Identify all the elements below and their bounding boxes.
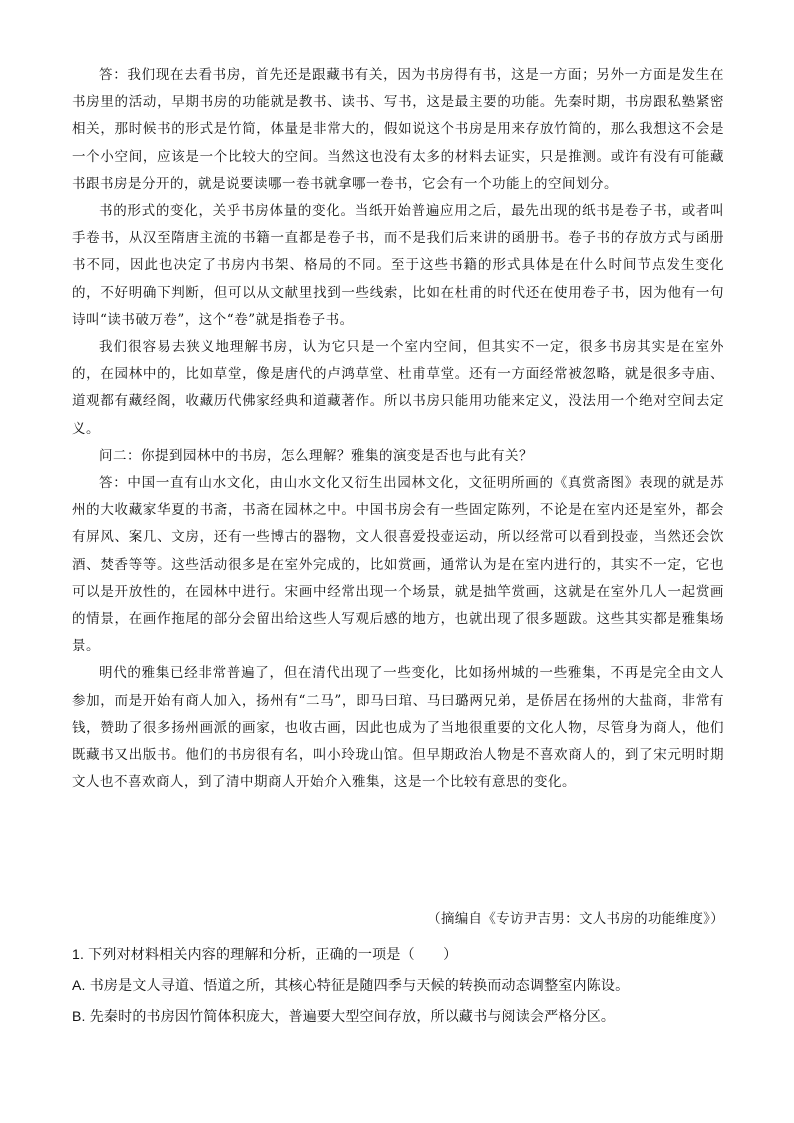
option-a: A. 书房是文人寻道、悟道之所，其核心特征是随四季与天候的转换而动态调整室内陈设。 bbox=[72, 977, 630, 993]
option-b: B. 先秦时的书房因竹简体积庞大，普遍要大型空间存放，所以藏书与阅读会严格分区。 bbox=[72, 1008, 616, 1024]
source-citation: （摘编自《专访尹吉男：文人书房的功能维度》） bbox=[427, 911, 724, 927]
paragraph-scroll-books: 书的形式的变化，关乎书房体量的变化。当纸开始普遍应用之后，最先出现的纸书是卷子书，或者叫手卷书，从汉至隋唐主流的书籍一直都是卷子书，而不是我们后来讲的函册书。卷子书的存放方式与函册书不同，因此也决定了书房内书架、格局的不同。至于这些书籍的形式具体是在什么时间节点发生变化的，不好明确下判断，但可以从文献里找到一些线索，比如在杜甫的时代还在使用卷子书，因为他有一句诗叫“读书破万卷”，这个“卷”就是指卷子书。 bbox=[72, 203, 724, 328]
question-block bbox=[72, 939, 724, 1032]
paragraph-answer-1: 答：我们现在去看书房，首先还是跟藏书有关，因为书房得有书，这是一方面；另外一方面是发生在书房里的活动，早期书房的功能就是教书、读书、写书，这是最主要的功能。先秦时期，书房跟私塾紧密相关，那时候书的形式是竹简，体量是非常大的，假如说这个书房是用来存放竹简的，那么我想这不会是一个小空间，应该是一个比较大的空间。当然这也没有太多的材料去证实，只是推测。或许有没有可能藏书跟书房是分开的，就是说要读哪一卷书就拿哪一卷书，它会有一个功能上的空间划分。 bbox=[72, 67, 724, 192]
paragraph-outdoor-study: 我们很容易去狭义地理解书房，认为它只是一个室内空间，但其实不一定，很多书房其实是在室外的，在园林中的，比如草堂，像是唐代的卢鸿草堂、杜甫草堂。还有一方面经常被忽略，就是很多寺庙、道观都有藏经阁，收藏历代佛家经典和道藏著作。所以书房只能用功能来定义，没法用一个绝对空间去定义。 bbox=[72, 339, 724, 437]
paragraph-question-2: 问二：你提到园林中的书房，怎么理解？雅集的演变是否也与此有关？ bbox=[99, 447, 533, 464]
question-stem: 1. 下列对材料相关内容的理解和分析，正确的一项是（ ） bbox=[72, 946, 458, 962]
paragraph-ming-qing-gatherings: 明代的雅集已经非常普遍了，但在清代出现了一些变化，比如扬州城的一些雅集，不再是完全由文人参加，而是开始有商人加入，扬州有“二马”，即马曰琯、马曰璐两兄弟，是侨居在扬州的大盐商，非常有钱，赞助了很多扬州画派的画家，也收古画，因此也成为了当地很重要的文化人物，尽管身为商人，他们既藏书又出版书。他们的书房很有名，叫小玲珑山馆。但早期政治人物是不喜欢商人的，到了宋元明时期文人也不喜欢商人，到了清中期商人开始介入雅集，这是一个比较有意思的变化。 bbox=[72, 665, 724, 791]
passage bbox=[72, 62, 724, 796]
paragraph-answer-2: 答：中国一直有山水文化，由山水文化又衍生出园林文化，文征明所画的《真赏斋图》表现的就是苏州的大收藏家华夏的书斋，书斋在园林之中。中国书房会有一些固定陈列，不论是在室内还是室外，都会有屏风、案几、文房，还有一些博古的器物，文人很喜爱投壶运动，所以经常可以看到投壶，当然还会饮酒、焚香等等。这些活动很多是在室外完成的，比如赏画，通常认为是在室内进行的，其实不一定，它也可以是开放性的，在园林中进行。宋画中经常出现一个场景，就是拙竿赏画，这就是在室外几人一起赏画的情景，在画作拖尾的部分会留出给这些人写观后感的地方，也就出现了很多题跋。这些其实都是雅集场景。 bbox=[72, 475, 724, 655]
